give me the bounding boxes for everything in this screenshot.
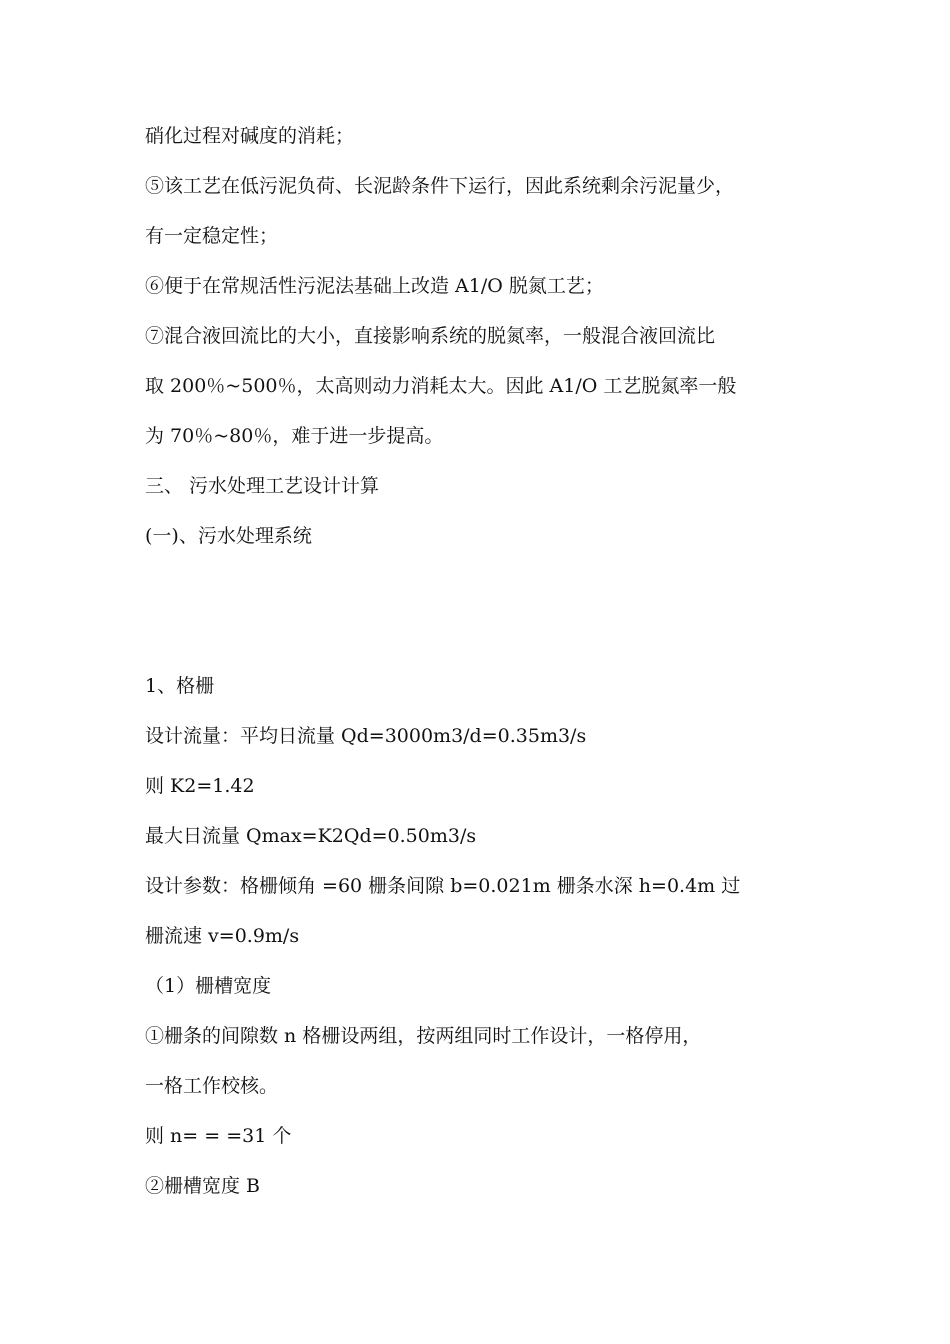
text-line: ①栅条的间隙数 n 格栅设两组，按两组同时工作设计，一格停用，	[145, 1025, 702, 1047]
text-line: 栅流速 v=0.9m/s	[145, 925, 300, 947]
step-heading: （1）栅槽宽度	[145, 975, 272, 997]
text-line: ⑤该工艺在低污泥负荷、长泥龄条件下运行，因此系统剩余污泥量少，	[145, 175, 735, 197]
text-line: ⑦混合液回流比的大小，直接影响系统的脱氮率，一般混合液回流比	[145, 325, 716, 347]
text-line: 一格工作校核。	[145, 1075, 279, 1097]
text-line: ②栅槽宽度 B	[145, 1175, 261, 1197]
text-line: 则 K2=1.42	[145, 775, 255, 797]
text-line: ⑥便于在常规活性污泥法基础上改造 A1/O 脱氮工艺；	[145, 275, 604, 297]
section-heading: 三、 污水处理工艺设计计算	[145, 475, 380, 497]
item-heading: 1、格栅	[145, 675, 215, 697]
text-line: 则 n= = =31 个	[145, 1125, 292, 1147]
text-line: 设计参数：格栅倾角 =60 栅条间隙 b=0.021m 栅条水深 h=0.4m 过	[145, 875, 741, 897]
text-line: 设计流量：平均日流量 Qd=3000m3/d=0.35m3/s	[145, 725, 587, 747]
text-line: 有一定稳定性；	[145, 225, 279, 247]
text-line: 最大日流量 Qmax=K2Qd=0.50m3/s	[145, 825, 477, 847]
subsection-heading: (一)、污水处理系统	[145, 525, 312, 547]
text-line: 硝化过程对碱度的消耗；	[145, 125, 355, 147]
text-line: 取 200％~500％，太高则动力消耗太大。因此 A1/O 工艺脱氮率一般	[145, 375, 737, 397]
text-line: 为 70％~80％，难于进一步提高。	[145, 425, 444, 447]
